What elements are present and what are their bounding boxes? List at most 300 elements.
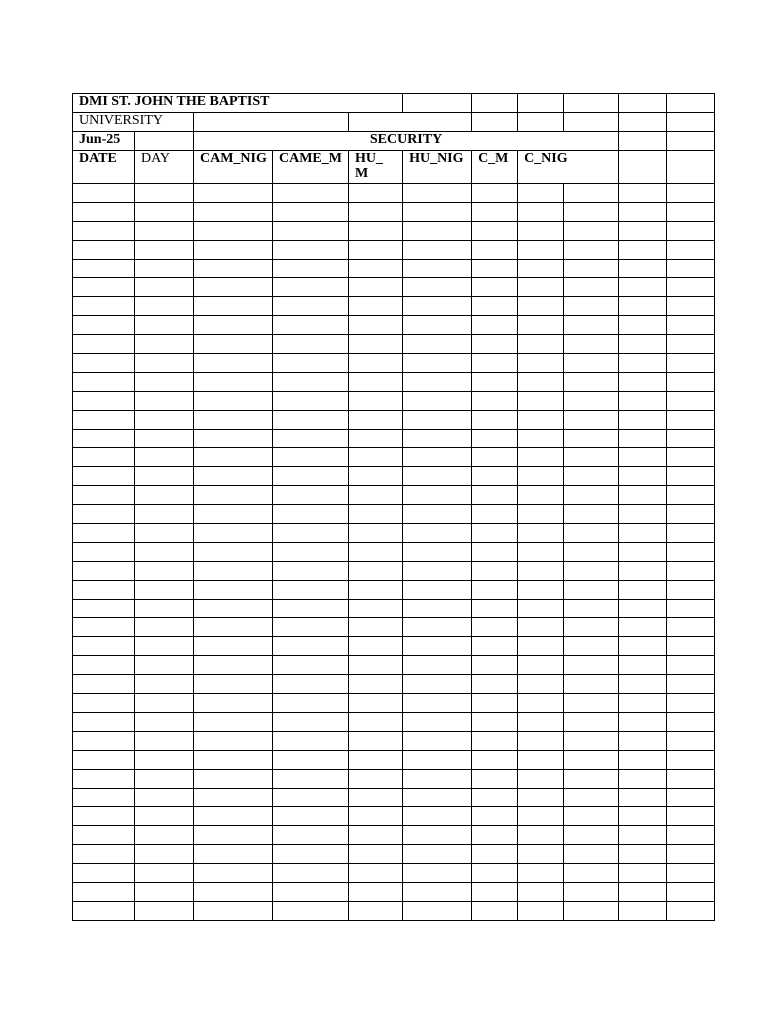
empty-cell [349, 864, 403, 883]
empty-cell [667, 486, 715, 505]
empty-cell [403, 826, 472, 845]
table-row [73, 580, 715, 599]
empty-cell [73, 807, 135, 826]
empty-cell [619, 467, 667, 486]
empty-cell [403, 259, 472, 278]
empty-cell [403, 750, 472, 769]
table-row [73, 618, 715, 637]
empty-cell [564, 184, 619, 203]
table-row [73, 882, 715, 901]
table-row [73, 221, 715, 240]
empty-cell [619, 391, 667, 410]
empty-cell [349, 769, 403, 788]
sheet-title: DMI ST. JOHN THE BAPTIST [73, 94, 403, 113]
empty-cell [349, 221, 403, 240]
empty-cell [135, 599, 194, 618]
empty-cell [403, 694, 472, 713]
empty-cell [135, 429, 194, 448]
empty-cell [403, 656, 472, 675]
empty-cell [135, 807, 194, 826]
empty-cell [273, 599, 349, 618]
empty-cell [472, 769, 518, 788]
empty-cell [273, 429, 349, 448]
cell [349, 113, 472, 132]
empty-cell [518, 505, 564, 524]
empty-cell [135, 259, 194, 278]
security-attendance-sheet [72, 93, 715, 921]
empty-cell [619, 864, 667, 883]
empty-cell [73, 656, 135, 675]
empty-cell [135, 637, 194, 656]
empty-cell [564, 410, 619, 429]
empty-cell [135, 184, 194, 203]
table-row [73, 372, 715, 391]
empty-cell [403, 505, 472, 524]
empty-cell [564, 524, 619, 543]
empty-cell [273, 731, 349, 750]
empty-cell [564, 618, 619, 637]
empty-cell [135, 524, 194, 543]
empty-cell [135, 694, 194, 713]
empty-cell [135, 354, 194, 373]
table-row [73, 391, 715, 410]
cell [135, 132, 194, 151]
empty-cell [403, 542, 472, 561]
empty-cell [667, 731, 715, 750]
empty-cell [518, 429, 564, 448]
empty-cell [273, 750, 349, 769]
empty-cell [273, 240, 349, 259]
empty-cell [619, 542, 667, 561]
empty-cell [273, 354, 349, 373]
cell [472, 113, 518, 132]
empty-cell [349, 580, 403, 599]
empty-cell [135, 448, 194, 467]
empty-cell [518, 675, 564, 694]
empty-cell [194, 826, 273, 845]
empty-cell [472, 882, 518, 901]
empty-cell [619, 524, 667, 543]
empty-cell [619, 259, 667, 278]
column-header-cam-nig: CAM_NIG [194, 151, 273, 184]
empty-cell [349, 278, 403, 297]
empty-cell [135, 391, 194, 410]
empty-cell [135, 864, 194, 883]
empty-cell [472, 864, 518, 883]
section-title: SECURITY [194, 132, 619, 151]
empty-cell [564, 864, 619, 883]
empty-cell [619, 486, 667, 505]
empty-cell [564, 712, 619, 731]
empty-cell [194, 391, 273, 410]
empty-cell [472, 524, 518, 543]
empty-cell [403, 864, 472, 883]
empty-cell [194, 637, 273, 656]
empty-cell [349, 750, 403, 769]
cell [619, 132, 667, 151]
empty-cell [472, 656, 518, 675]
empty-cell [194, 297, 273, 316]
empty-cell [273, 391, 349, 410]
table-row [73, 335, 715, 354]
empty-cell [518, 391, 564, 410]
empty-cell [667, 202, 715, 221]
empty-cell [619, 505, 667, 524]
empty-cell [349, 694, 403, 713]
empty-cell [349, 901, 403, 920]
empty-cell [73, 882, 135, 901]
empty-cell [667, 410, 715, 429]
empty-cell [518, 845, 564, 864]
empty-cell [518, 184, 564, 203]
cell [403, 94, 472, 113]
empty-cell [73, 354, 135, 373]
empty-cell [73, 184, 135, 203]
cell [619, 113, 667, 132]
empty-cell [349, 202, 403, 221]
empty-cell [472, 618, 518, 637]
empty-cell [518, 580, 564, 599]
empty-cell [667, 542, 715, 561]
empty-cell [403, 278, 472, 297]
empty-cell [349, 826, 403, 845]
empty-cell [564, 221, 619, 240]
empty-cell [194, 221, 273, 240]
table-row [73, 184, 715, 203]
table-row [73, 788, 715, 807]
empty-cell [73, 599, 135, 618]
empty-cell [472, 845, 518, 864]
empty-cell [518, 202, 564, 221]
empty-cell [667, 259, 715, 278]
empty-cell [73, 750, 135, 769]
table-row [73, 561, 715, 580]
empty-cell [349, 637, 403, 656]
empty-cell [667, 467, 715, 486]
empty-cell [194, 561, 273, 580]
empty-cell [403, 184, 472, 203]
empty-cell [667, 656, 715, 675]
empty-cell [135, 561, 194, 580]
empty-cell [518, 259, 564, 278]
empty-cell [273, 372, 349, 391]
empty-cell [273, 259, 349, 278]
empty-cell [403, 202, 472, 221]
empty-cell [403, 467, 472, 486]
table-row [73, 259, 715, 278]
empty-cell [349, 354, 403, 373]
empty-cell [472, 901, 518, 920]
empty-cell [564, 240, 619, 259]
empty-cell [619, 335, 667, 354]
empty-cell [194, 788, 273, 807]
cell [667, 113, 715, 132]
empty-cell [472, 788, 518, 807]
column-header-came-m: CAME_M [273, 151, 349, 184]
empty-cell [349, 599, 403, 618]
empty-cell [472, 354, 518, 373]
empty-cell [135, 486, 194, 505]
empty-cell [472, 694, 518, 713]
empty-cell [403, 316, 472, 335]
table-row [73, 769, 715, 788]
empty-cell [667, 712, 715, 731]
table-row [73, 599, 715, 618]
cell [667, 151, 715, 184]
empty-cell [349, 410, 403, 429]
empty-cell [472, 637, 518, 656]
empty-cell [73, 694, 135, 713]
empty-cell [619, 845, 667, 864]
empty-cell [619, 731, 667, 750]
empty-cell [564, 486, 619, 505]
table-row [73, 694, 715, 713]
empty-cell [403, 297, 472, 316]
empty-cell [619, 882, 667, 901]
column-header-date: DATE [73, 151, 135, 184]
cell [619, 151, 667, 184]
empty-cell [73, 429, 135, 448]
empty-cell [273, 694, 349, 713]
cell [472, 94, 518, 113]
empty-cell [349, 561, 403, 580]
empty-cell [518, 731, 564, 750]
empty-cell [194, 618, 273, 637]
empty-cell [73, 845, 135, 864]
empty-cell [472, 826, 518, 845]
empty-cell [518, 467, 564, 486]
empty-cell [518, 354, 564, 373]
empty-cell [518, 807, 564, 826]
empty-cell [667, 599, 715, 618]
empty-cell [349, 429, 403, 448]
empty-cell [667, 297, 715, 316]
empty-cell [518, 410, 564, 429]
empty-cell [135, 750, 194, 769]
empty-cell [518, 297, 564, 316]
empty-cell [518, 750, 564, 769]
empty-cell [564, 335, 619, 354]
empty-cell [194, 505, 273, 524]
empty-cell [73, 826, 135, 845]
table-row [73, 675, 715, 694]
empty-cell [73, 542, 135, 561]
empty-cell [135, 769, 194, 788]
empty-cell [667, 845, 715, 864]
empty-cell [472, 221, 518, 240]
empty-cell [472, 335, 518, 354]
empty-cell [403, 675, 472, 694]
empty-cell [619, 637, 667, 656]
empty-cell [73, 675, 135, 694]
empty-cell [619, 184, 667, 203]
empty-cell [403, 221, 472, 240]
empty-cell [349, 712, 403, 731]
cell [619, 94, 667, 113]
empty-cell [194, 694, 273, 713]
empty-cell [273, 712, 349, 731]
empty-cell [564, 731, 619, 750]
empty-cell [135, 410, 194, 429]
empty-cell [518, 221, 564, 240]
empty-cell [194, 807, 273, 826]
empty-cell [273, 580, 349, 599]
empty-cell [73, 297, 135, 316]
cell [518, 94, 564, 113]
empty-cell [194, 712, 273, 731]
empty-cell [472, 184, 518, 203]
empty-cell [619, 278, 667, 297]
empty-cell [667, 675, 715, 694]
empty-cell [667, 184, 715, 203]
empty-cell [403, 524, 472, 543]
empty-cell [472, 316, 518, 335]
table-row [73, 297, 715, 316]
table-row [73, 656, 715, 675]
empty-cell [273, 524, 349, 543]
empty-cell [135, 712, 194, 731]
empty-cell [564, 467, 619, 486]
empty-cell [564, 599, 619, 618]
empty-cell [135, 297, 194, 316]
empty-cell [349, 731, 403, 750]
column-header-c-nig: C_NIG [518, 151, 619, 184]
empty-cell [667, 429, 715, 448]
empty-cell [564, 580, 619, 599]
empty-cell [403, 712, 472, 731]
empty-cell [472, 240, 518, 259]
empty-cell [194, 278, 273, 297]
empty-cell [667, 637, 715, 656]
empty-cell [472, 259, 518, 278]
cell [564, 113, 619, 132]
empty-cell [518, 864, 564, 883]
empty-cell [194, 901, 273, 920]
empty-cell [472, 486, 518, 505]
empty-cell [73, 410, 135, 429]
empty-cell [667, 391, 715, 410]
empty-cell [564, 202, 619, 221]
empty-cell [73, 864, 135, 883]
empty-cell [518, 901, 564, 920]
empty-cell [667, 221, 715, 240]
empty-cell [273, 448, 349, 467]
empty-cell [73, 901, 135, 920]
empty-cell [73, 448, 135, 467]
empty-cell [194, 486, 273, 505]
empty-cell [73, 769, 135, 788]
empty-cell [135, 845, 194, 864]
empty-cell [194, 731, 273, 750]
empty-cell [564, 769, 619, 788]
empty-cell [619, 372, 667, 391]
empty-cell [273, 637, 349, 656]
table-row [73, 278, 715, 297]
empty-cell [403, 882, 472, 901]
empty-cell [564, 807, 619, 826]
empty-cell [349, 882, 403, 901]
empty-cell [273, 278, 349, 297]
empty-cell [564, 429, 619, 448]
empty-cell [472, 505, 518, 524]
empty-cell [667, 524, 715, 543]
empty-cell [135, 656, 194, 675]
empty-cell [73, 391, 135, 410]
table-row [73, 240, 715, 259]
empty-cell [518, 316, 564, 335]
empty-cell [403, 429, 472, 448]
empty-cell [194, 675, 273, 694]
empty-cell [194, 882, 273, 901]
empty-cell [73, 561, 135, 580]
empty-cell [73, 580, 135, 599]
column-header-hu-nig: HU_NIG [403, 151, 472, 184]
empty-cell [518, 561, 564, 580]
empty-cell [619, 694, 667, 713]
empty-cell [135, 278, 194, 297]
empty-cell [667, 864, 715, 883]
empty-cell [135, 901, 194, 920]
empty-cell [349, 788, 403, 807]
table-row [73, 354, 715, 373]
empty-cell [349, 524, 403, 543]
empty-cell [518, 448, 564, 467]
empty-cell [273, 297, 349, 316]
empty-cell [472, 202, 518, 221]
empty-cell [619, 202, 667, 221]
empty-cell [73, 467, 135, 486]
empty-cell [564, 448, 619, 467]
table-row [73, 486, 715, 505]
empty-cell [73, 278, 135, 297]
empty-cell [403, 354, 472, 373]
empty-cell [667, 505, 715, 524]
empty-cell [194, 769, 273, 788]
empty-cell [135, 505, 194, 524]
empty-cell [518, 542, 564, 561]
empty-cell [135, 542, 194, 561]
empty-cell [564, 561, 619, 580]
empty-cell [472, 542, 518, 561]
table-row [73, 410, 715, 429]
empty-cell [403, 845, 472, 864]
table-row [73, 826, 715, 845]
empty-cell [403, 486, 472, 505]
empty-cell [564, 278, 619, 297]
empty-cell [135, 882, 194, 901]
empty-cell [194, 372, 273, 391]
empty-cell [273, 542, 349, 561]
empty-cell [667, 240, 715, 259]
empty-cell [403, 410, 472, 429]
column-header-day: DAY [135, 151, 194, 184]
empty-cell [349, 618, 403, 637]
empty-cell [472, 750, 518, 769]
empty-cell [472, 391, 518, 410]
cell [667, 132, 715, 151]
empty-cell [619, 826, 667, 845]
empty-cell [349, 675, 403, 694]
empty-cell [349, 335, 403, 354]
empty-cell [472, 731, 518, 750]
empty-cell [564, 542, 619, 561]
empty-cell [194, 429, 273, 448]
empty-cell [349, 372, 403, 391]
table-row [73, 505, 715, 524]
empty-cell [194, 580, 273, 599]
empty-cell [667, 354, 715, 373]
empty-cell [667, 882, 715, 901]
